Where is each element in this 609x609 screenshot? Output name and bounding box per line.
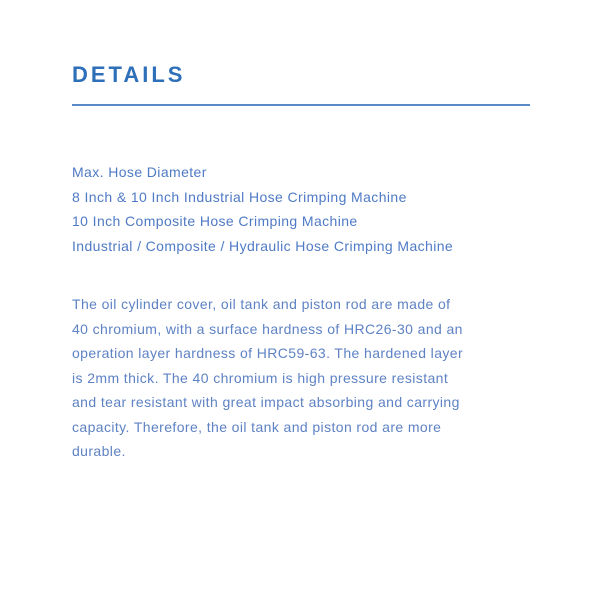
spec-line-max-hose-diameter: Max. Hose Diameter [72,164,207,180]
section-title: DETAILS [72,62,186,87]
description-line: The oil cylinder cover, oil tank and piston rod are made of [72,296,451,312]
title-underline-rule [72,104,530,106]
description-line: 40 chromium, with a surface hardness of HRC26-30 and an [72,320,463,337]
description-paragraph [72,292,530,464]
spec-line-composite-machine: 10 Inch Composite Hose Crimping Machine [72,213,358,229]
description-line: capacity. Therefore, the oil tank and piston rod are more [72,418,442,435]
description-line: durable. [72,443,126,459]
spec-line-industrial-machine: 8 Inch & 10 Inch Industrial Hose Crimping Machine [72,188,407,205]
description-line: and tear resistant with great impact absorbing and carrying [72,394,460,410]
spec-line-machine-types: Industrial / Composite / Hydraulic Hose Crimping Machine [72,237,454,254]
description-line: is 2mm thick. The 40 chromium is high pressure resistant [72,369,449,386]
spec-list [72,160,530,258]
details-section [72,64,530,464]
description-line: operation layer hardness of HRC59-63. The hardened layer [72,345,464,361]
